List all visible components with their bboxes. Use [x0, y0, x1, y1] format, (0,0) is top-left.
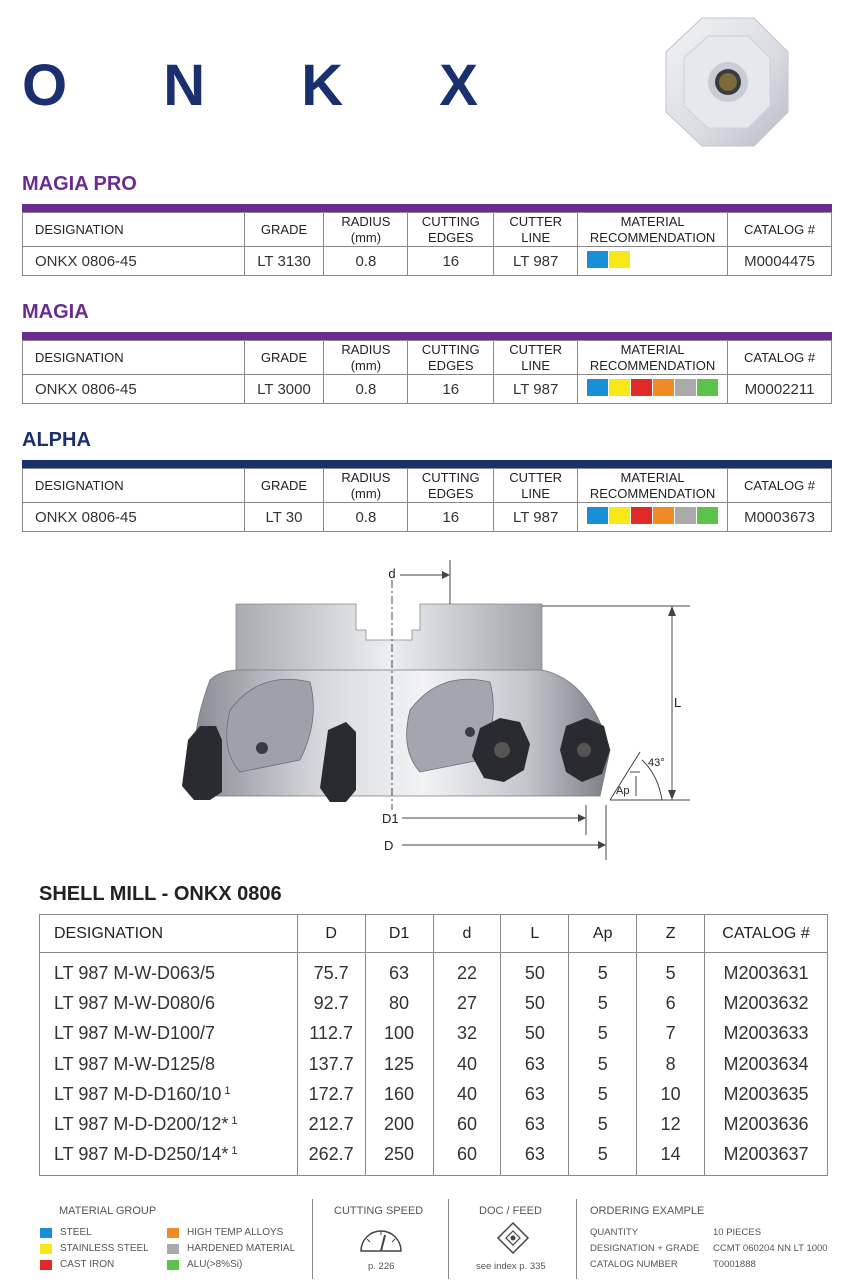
shell-header-7: CATALOG #	[705, 915, 828, 953]
material-swatch-stainless_steel	[609, 251, 630, 268]
shell-header-3: d	[433, 915, 501, 953]
shell-header-6: Z	[637, 915, 705, 953]
legend-item-cast_iron: CAST IRON	[40, 1259, 114, 1270]
label-d: d	[388, 566, 396, 581]
table-row: LT 987 M-W-D080/6 92.7 80 27 50 5 6 M2003632	[40, 989, 828, 1019]
header-cutting-edges: CUTTING EDGES	[408, 341, 494, 375]
legend-item-alu: ALU(>8%Si)	[167, 1259, 242, 1270]
ordering-value: T0001888	[713, 1259, 756, 1270]
material-swatch-stainless_steel	[609, 507, 630, 524]
label-D1: D1	[382, 811, 399, 826]
legend-swatch	[167, 1260, 179, 1270]
header-catalog: CATALOG #	[728, 469, 832, 503]
shell-mill-diagram	[170, 560, 700, 860]
shell-mill-title: SHELL MILL - ONKX 0806	[39, 883, 282, 905]
shell-mill-table	[39, 914, 828, 1176]
header-catalog: CATALOG #	[728, 213, 832, 247]
footnote-marker: 1	[224, 1085, 231, 1098]
legend-item-stainless_steel: STAINLESS STEEL	[40, 1243, 149, 1254]
ordering-value: 10 PIECES	[713, 1227, 762, 1238]
table-row: LT 987 M-W-D125/8 137.7 125 40 63 5 8 M2003634	[40, 1049, 828, 1079]
insert-table-magia	[22, 340, 832, 404]
label-Ap: Ap	[616, 785, 630, 797]
material-swatches	[587, 251, 631, 268]
header-cutting-edges: CUTTING EDGES	[408, 213, 494, 247]
table-row: ONKX 0806-45 LT 3130 0.8 16 LT 987 M0004475	[23, 247, 832, 276]
material-swatch-steel	[587, 379, 608, 396]
legend-swatch	[40, 1228, 52, 1238]
footnote-marker: 1	[231, 1115, 238, 1128]
header-designation: DESIGNATION	[23, 213, 245, 247]
material-swatches	[587, 507, 719, 524]
cutting-speed-ref: p. 226	[368, 1261, 395, 1272]
header-cutter-line: CUTTER LINE	[494, 341, 578, 375]
section-bar	[22, 332, 832, 340]
footnote-marker: 1	[231, 1145, 238, 1158]
label-angle: 43°	[648, 757, 665, 769]
table-row: LT 987 M-D-D200/12* $^1$ 212.7 200 60 63 5 12 M2003636	[40, 1110, 828, 1140]
header-material: MATERIAL RECOMMENDATION	[578, 341, 728, 375]
material-swatch-alu	[697, 379, 718, 396]
insert-table-alpha	[22, 468, 832, 532]
header-grade: GRADE	[244, 341, 324, 375]
label-D: D	[384, 838, 394, 853]
material-swatch-high_temp_alloys	[653, 379, 674, 396]
label-L: L	[674, 695, 682, 710]
page-title: O N K X	[22, 53, 518, 118]
material-swatch-hardened_material	[675, 379, 696, 396]
section-title-alpha: ALPHA	[22, 429, 91, 451]
material-group-heading: MATERIAL GROUP	[59, 1205, 157, 1217]
material-swatch-stainless_steel	[609, 379, 630, 396]
material-swatch-high_temp_alloys	[653, 507, 674, 524]
ordering-example-heading: ORDERING EXAMPLE	[590, 1205, 705, 1217]
material-swatch-cast_iron	[631, 379, 652, 396]
material-swatch-alu	[697, 507, 718, 524]
header-material: MATERIAL RECOMMENDATION	[578, 213, 728, 247]
doc-feed-ref: see index p. 335	[476, 1261, 546, 1272]
header-cutter-line: CUTTER LINE	[494, 469, 578, 503]
shell-header-5: Ap	[569, 915, 637, 953]
header-radius: RADIUS (mm)	[324, 341, 408, 375]
table-row: ONKX 0806-45 LT 30 0.8 16 LT 987 M0003673	[23, 503, 832, 532]
header-grade: GRADE	[244, 469, 324, 503]
ordering-label: QUANTITY	[590, 1227, 639, 1238]
ordering-label: DESIGNATION + GRADE	[590, 1243, 700, 1254]
header-radius: RADIUS (mm)	[324, 469, 408, 503]
doc-feed-icon	[496, 1221, 530, 1255]
material-swatch-hardened_material	[675, 507, 696, 524]
ordering-label: CATALOG NUMBER	[590, 1259, 678, 1270]
header-radius: RADIUS (mm)	[324, 213, 408, 247]
header-designation: DESIGNATION	[23, 469, 245, 503]
header-cutting-edges: CUTTING EDGES	[408, 469, 494, 503]
header-grade: GRADE	[244, 213, 324, 247]
table-row: LT 987 M-W-D063/5 75.7 63 22 50 5 5 M2003631	[40, 953, 828, 989]
shell-header-2: D1	[365, 915, 433, 953]
table-row: ONKX 0806-45 LT 3000 0.8 16 LT 987 M0002211	[23, 375, 832, 404]
section-title-magia: MAGIA	[22, 301, 89, 323]
legend-item-high_temp_alloys: HIGH TEMP ALLOYS	[167, 1227, 283, 1238]
legend-swatch	[167, 1244, 179, 1254]
cutting-speed-heading: CUTTING SPEED	[334, 1205, 424, 1217]
header-material: MATERIAL RECOMMENDATION	[578, 469, 728, 503]
ordering-value: CCMT 060204 NN LT 1000	[713, 1243, 828, 1254]
header-designation: DESIGNATION	[23, 341, 245, 375]
insert-image	[662, 14, 792, 150]
header-cutter-line: CUTTER LINE	[494, 213, 578, 247]
table-row: LT 987 M-D-D160/10 $^1$ 172.7 160 40 63 5 10 M2003635	[40, 1079, 828, 1109]
table-row: LT 987 M-D-D250/14* $^1$ 262.7 250 60 63 5 14 M2003637	[40, 1140, 828, 1176]
section-bar	[22, 204, 832, 212]
section-bar	[22, 460, 832, 468]
shell-header-1: D	[297, 915, 365, 953]
material-swatches	[587, 379, 719, 396]
legend-swatch	[40, 1260, 52, 1270]
legend-item-hardened_material: HARDENED MATERIAL	[167, 1243, 295, 1254]
material-swatch-steel	[587, 507, 608, 524]
legend-item-steel: STEEL	[40, 1227, 92, 1238]
section-title-magia-pro: MAGIA PRO	[22, 173, 137, 195]
doc-feed-heading: DOC / FEED	[479, 1205, 542, 1217]
footer	[0, 1195, 850, 1285]
material-swatch-steel	[587, 251, 608, 268]
material-swatch-cast_iron	[631, 507, 652, 524]
insert-table-magia-pro	[22, 212, 832, 276]
speed-gauge-icon	[358, 1225, 404, 1255]
header-catalog: CATALOG #	[728, 341, 832, 375]
legend-swatch	[167, 1228, 179, 1238]
shell-header-0: DESIGNATION	[40, 915, 298, 953]
legend-swatch	[40, 1244, 52, 1254]
shell-header-4: L	[501, 915, 569, 953]
table-row: LT 987 M-W-D100/7 112.7 100 32 50 5 7 M2003633	[40, 1019, 828, 1049]
